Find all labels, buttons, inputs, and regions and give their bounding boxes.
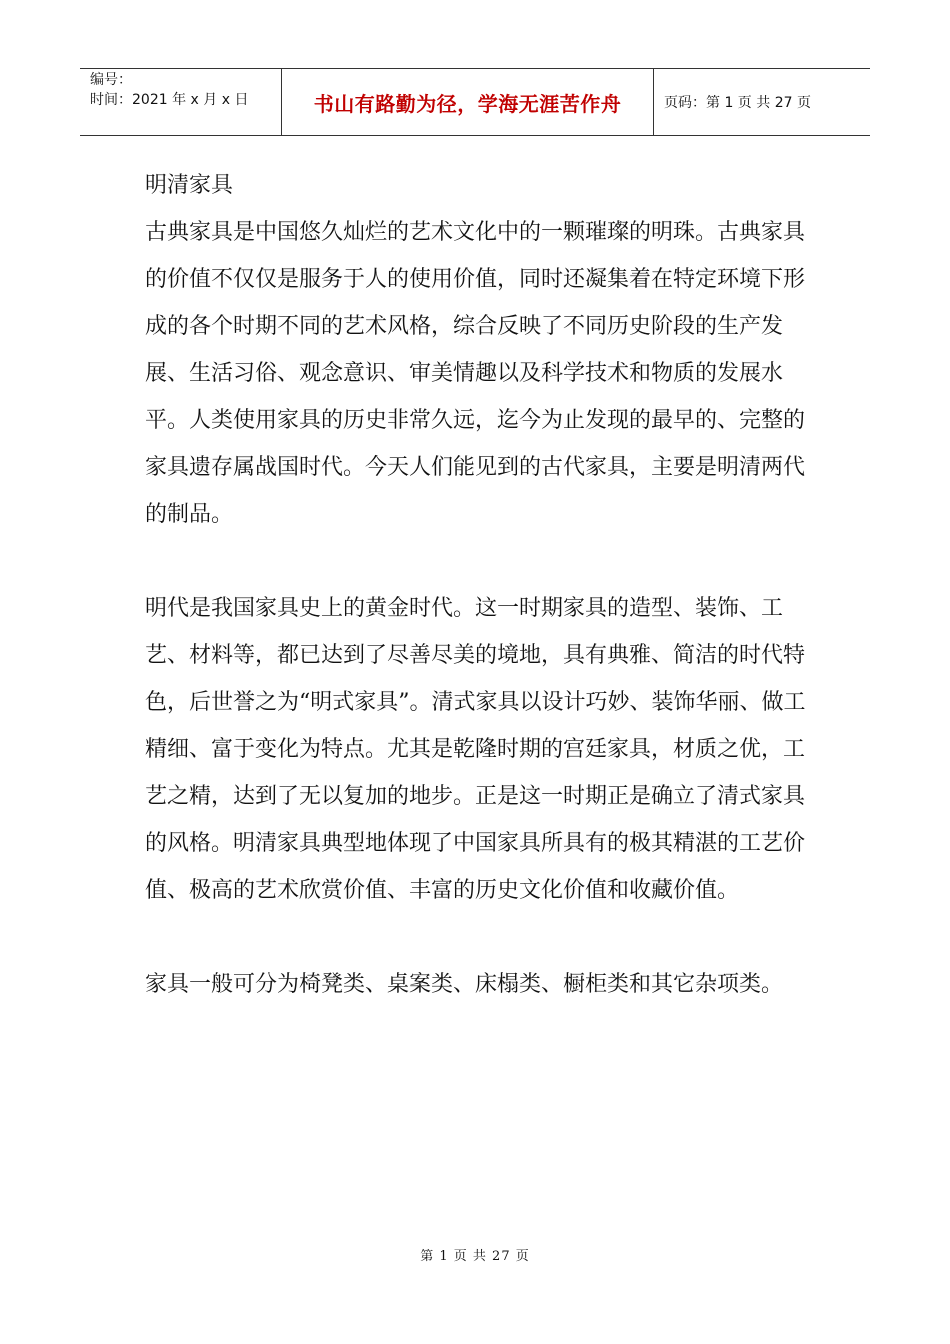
document-body — [145, 162, 825, 1008]
page-footer: 第 1 页 共 27 页 — [420, 1249, 530, 1264]
document-header — [80, 68, 870, 136]
document-number-label: 编号： — [90, 72, 132, 88]
paragraph-spacer — [145, 538, 825, 585]
document-title: 明清家具 — [145, 173, 234, 198]
header-page-number: 页码：第 1 页 共 27 页 — [664, 95, 811, 111]
header-meta — [80, 69, 282, 135]
header-motto: 书山有路勤为径，学海无涯苦作舟 — [282, 69, 654, 135]
paragraph-categories: 家具一般可分为椅凳类、桌案类、床榻类、橱柜类和其它杂项类。 — [145, 972, 784, 997]
paragraph-spacer — [145, 914, 825, 961]
document-date-label: 时间：2021 年 x 月 x 日 — [90, 92, 249, 108]
paragraph-ming-qing: 明代是我国家具史上的黄金时代。这一时期家具的造型、装饰、工艺、材料等，都已达到了尽善尽美的境地，具有典雅、简洁的时代特色，后世誉之为“明式家具”。清式家具以设计巧妙、装饰华丽、做工精细、富于变化为特点。尤其是乾隆时期的宫廷家具，材质之优，工艺之精，达到了无以复加的地步。正是这一时期正是确立了清式家具的风格。明清家具典型地体现了中国家具所具有的极其精湛的工艺价值、极高的艺术欣赏价值、丰富的历史文化价值和收藏价值。 — [145, 596, 806, 903]
paragraph-intro: 古典家具是中国悠久灿烂的艺术文化中的一颗璀璨的明珠。古典家具的价值不仅仅是服务于人的使用价值，同时还凝集着在特定环境下形成的各个时期不同的艺术风格，综合反映了不同历史阶段的生产发展、生活习俗、观念意识、审美情趣以及科学技术和物质的发展水平。人类使用家具的历史非常久远，迄今为止发现的最早的、完整的家具遗存属战国时代。今天人们能见到的古代家具，主要是明清两代的制品。 — [145, 220, 806, 527]
